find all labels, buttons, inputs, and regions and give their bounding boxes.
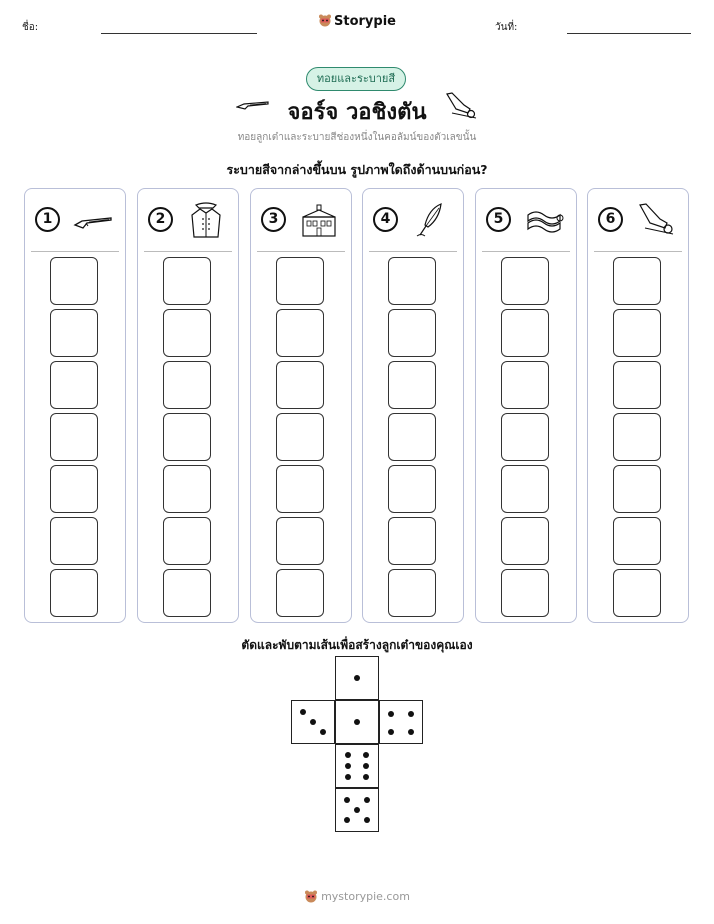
color-box[interactable] [163, 309, 211, 357]
color-box[interactable] [613, 569, 661, 617]
color-box[interactable] [388, 257, 436, 305]
color-box[interactable] [50, 361, 98, 409]
musket-icon [73, 201, 113, 239]
footer-site[interactable]: mystorypie.com [321, 890, 410, 903]
pip [363, 763, 369, 769]
storypie-bear-icon [318, 13, 332, 27]
color-box[interactable] [388, 413, 436, 461]
color-box[interactable] [613, 361, 661, 409]
color-box[interactable] [388, 361, 436, 409]
page-title: จอร์จ วอชิงตัน [287, 100, 427, 125]
name-line[interactable] [101, 33, 257, 34]
color-box[interactable] [50, 413, 98, 461]
pip [345, 763, 351, 769]
column-divider [482, 251, 570, 252]
column-2 [137, 188, 239, 623]
pip [408, 711, 414, 717]
color-box[interactable] [501, 465, 549, 513]
pip [408, 729, 414, 735]
date-label: วันที่: [495, 22, 518, 33]
color-box[interactable] [501, 413, 549, 461]
color-box[interactable] [50, 517, 98, 565]
color-box[interactable] [613, 309, 661, 357]
column-number: 3 [261, 207, 286, 232]
color-box[interactable] [501, 309, 549, 357]
pip [364, 817, 370, 823]
color-box[interactable] [276, 309, 324, 357]
pip [345, 774, 351, 780]
dice-instruction: ตัดและพับตามเส้นเพื่อสร้างลูกเต๋าของคุณเอง [241, 638, 473, 652]
plow-icon [444, 91, 478, 121]
pip [344, 797, 350, 803]
color-box[interactable] [501, 517, 549, 565]
color-box[interactable] [388, 465, 436, 513]
scroll-icon [524, 201, 564, 239]
column-divider [369, 251, 457, 252]
column-1 [24, 188, 126, 623]
color-box[interactable] [388, 517, 436, 565]
pip [345, 752, 351, 758]
column-number: 1 [35, 207, 60, 232]
instruction: ระบายสีจากล่างขึ้นบน รูปภาพใดถึงด้านบนก่อน? [226, 162, 488, 177]
pip [354, 675, 360, 681]
dice-face-5 [335, 788, 379, 832]
pip [344, 817, 350, 823]
color-box[interactable] [163, 517, 211, 565]
color-box[interactable] [163, 257, 211, 305]
color-box[interactable] [388, 569, 436, 617]
column-number: 4 [373, 207, 398, 232]
dice-face-1 [335, 656, 379, 700]
dice-face-6 [335, 744, 379, 788]
pip [310, 719, 316, 725]
pip [388, 711, 394, 717]
color-box[interactable] [276, 413, 324, 461]
brand-logo [0, 13, 714, 29]
column-number: 6 [598, 207, 623, 232]
plow-icon [636, 201, 676, 239]
pip [388, 729, 394, 735]
column-divider [594, 251, 682, 252]
column-divider [257, 251, 345, 252]
dice-face-1-center [335, 700, 379, 744]
color-box[interactable] [50, 465, 98, 513]
color-box[interactable] [613, 257, 661, 305]
column-4 [362, 188, 464, 623]
column-number: 2 [148, 207, 173, 232]
color-box[interactable] [613, 517, 661, 565]
color-box[interactable] [163, 361, 211, 409]
dice-face-3 [291, 700, 335, 744]
pip [300, 709, 306, 715]
column-number: 5 [486, 207, 511, 232]
color-box[interactable] [501, 569, 549, 617]
column-divider [31, 251, 119, 252]
footer [0, 889, 714, 903]
color-box[interactable] [613, 413, 661, 461]
dice-face-4 [379, 700, 423, 744]
pip [363, 752, 369, 758]
color-box[interactable] [163, 569, 211, 617]
color-box[interactable] [163, 465, 211, 513]
pip [363, 774, 369, 780]
color-box[interactable] [163, 413, 211, 461]
pip [354, 807, 360, 813]
color-box[interactable] [613, 465, 661, 513]
column-6 [587, 188, 689, 623]
colonial-coat-icon [186, 201, 226, 239]
color-box[interactable] [276, 361, 324, 409]
color-box[interactable] [276, 569, 324, 617]
page-subtitle: ทอยลูกเต๋าและระบายสีช่องหนึ่งในคอลัมน์ของตัวเลขนั้น [237, 132, 477, 143]
color-box[interactable] [276, 517, 324, 565]
color-box[interactable] [501, 257, 549, 305]
color-box[interactable] [501, 361, 549, 409]
pip [364, 797, 370, 803]
name-label: ชื่อ: [22, 22, 39, 33]
column-5 [475, 188, 577, 623]
color-box[interactable] [276, 465, 324, 513]
pip [354, 719, 360, 725]
mount-vernon-house-icon [299, 201, 339, 239]
color-box[interactable] [50, 309, 98, 357]
color-box[interactable] [50, 569, 98, 617]
color-box[interactable] [276, 257, 324, 305]
column-3 [250, 188, 352, 623]
column-divider [144, 251, 232, 252]
color-box[interactable] [50, 257, 98, 305]
color-box[interactable] [388, 309, 436, 357]
storypie-bear-icon [304, 889, 318, 903]
date-line[interactable] [567, 33, 691, 34]
brand-name: Storypie [334, 14, 396, 29]
pip [320, 729, 326, 735]
activity-badge: ทอยและระบายสี [306, 67, 406, 91]
quill-pen-icon [411, 201, 451, 239]
